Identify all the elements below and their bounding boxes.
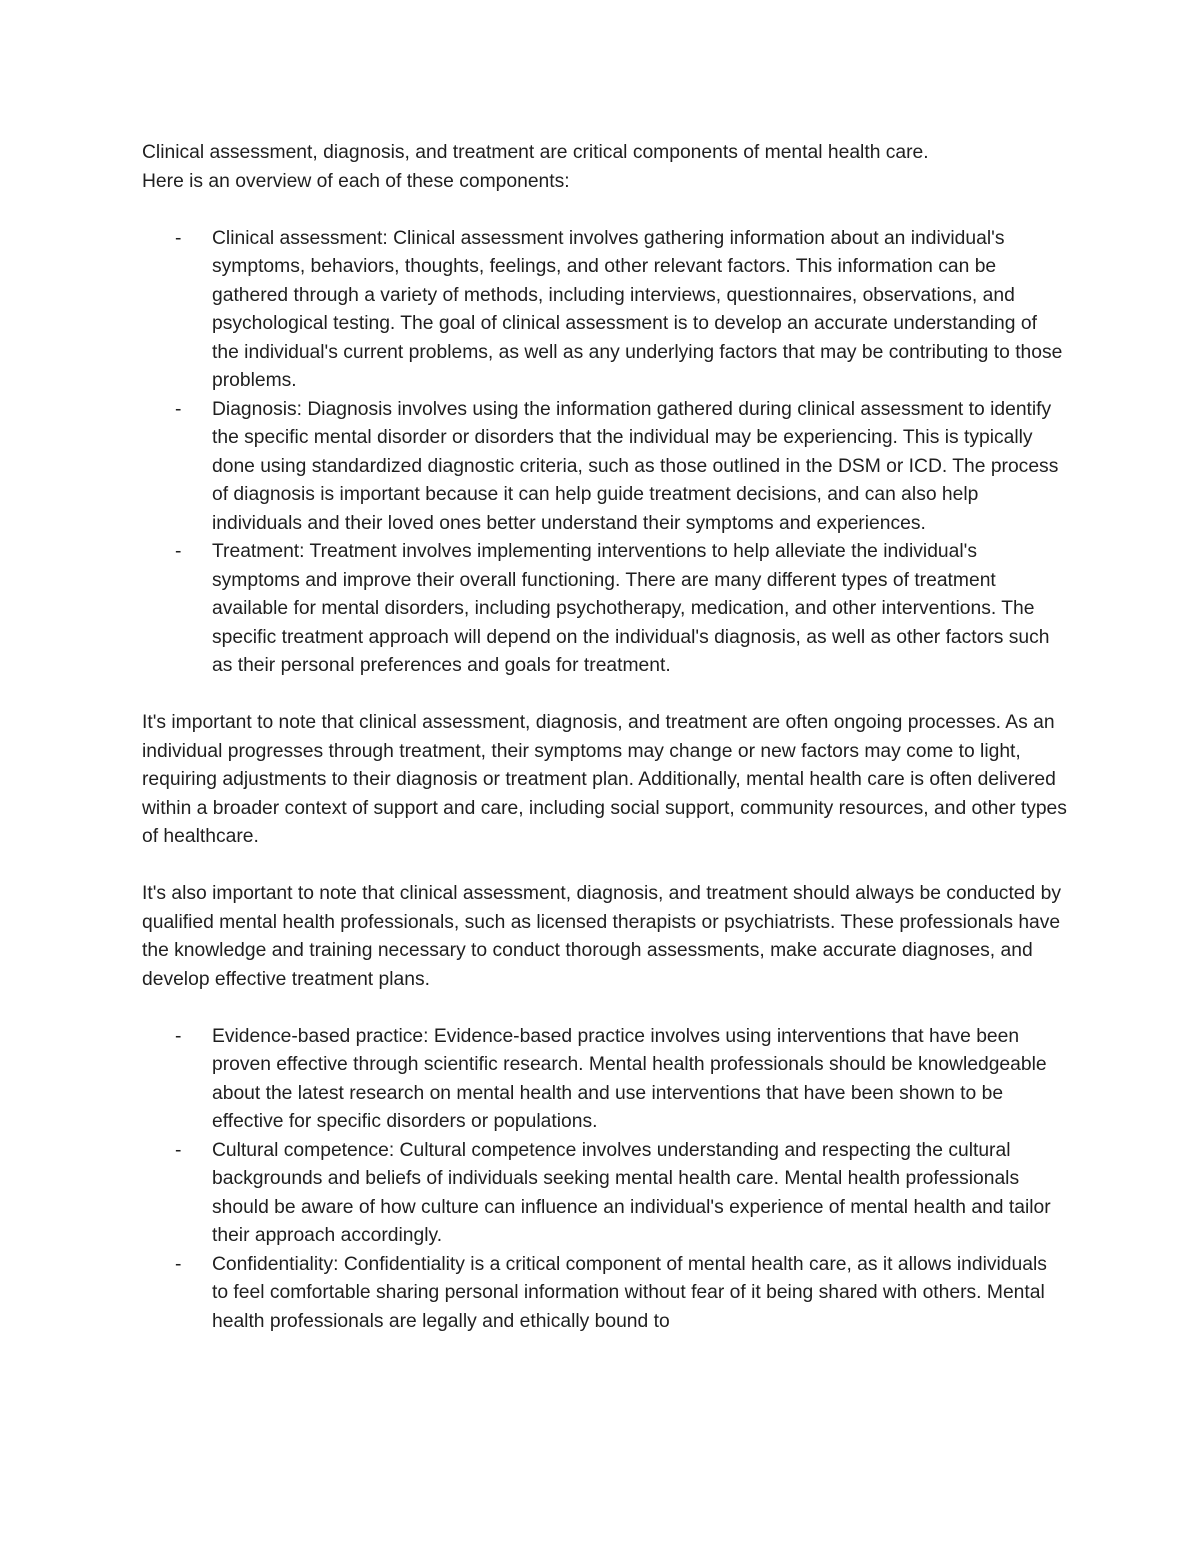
list-item-confidentiality bbox=[142, 1251, 1067, 1337]
bullet-dash: - bbox=[175, 1025, 182, 1047]
list-item-text: Confidentiality: Confidentiality is a critical component of mental health care, as it allows individuals to feel comfortable sharing personal information without fear of it being shared with others. Mental health professionals are legally and ethically bound to bbox=[212, 1253, 1047, 1332]
principles-list bbox=[142, 1023, 1067, 1337]
list-item-evidence-based-practice bbox=[142, 1023, 1067, 1137]
bullet-dash: - bbox=[175, 1253, 182, 1275]
qualified-professionals-paragraph: It's also important to note that clinical assessment, diagnosis, and treatment should always be conducted by qualified mental health professionals, such as licensed therapists or psychiatrists. These professionals have the knowledge and training necessary to conduct thorough assessments, make accurate diagnoses, and develop effective treatment plans. bbox=[142, 883, 1061, 990]
bullet-dash: - bbox=[175, 227, 182, 249]
intro-paragraph bbox=[142, 139, 1067, 196]
list-item-text: Cultural competence: Cultural competence involves understanding and respecting the cultural backgrounds and beliefs of individuals seeking mental health care. Mental health professionals should be aware of how culture can influence an individual's experience of mental health and tailor their approach accordingly. bbox=[212, 1139, 1051, 1246]
bullet-dash: - bbox=[175, 398, 182, 420]
list-item-clinical-assessment bbox=[142, 225, 1067, 396]
bullet-dash: - bbox=[175, 541, 182, 562]
list-item-text: Treatment: Treatment involves implementing interventions to help alleviate the individual's symptoms and improve their overall functioning. There are many different types of treatment available for mental disorders, including psychotherapy, medication, and other interventions. The specific treatment approach will depend on the individual's diagnosis, as well as other factors such as their personal preferences and goals for treatment. bbox=[212, 541, 1050, 676]
list-item-cultural-competence bbox=[142, 1137, 1067, 1251]
intro-line-2: Here is an overview of each of these components: bbox=[142, 170, 570, 192]
list-item-text: Diagnosis: Diagnosis involves using the information gathered during clinical assessment to identify the specific mental disorder or disorders that the individual may be experiencing. This is typically done using standardized diagnostic criteria, such as those outlined in the DSM or ICD. The process of diagnosis is important because it can help guide treatment decisions, and can also help individuals and their loved ones better understand their symptoms and experiences. bbox=[212, 398, 1059, 534]
list-item-text: Evidence-based practice: Evidence-based practice involves using interventions that have been proven effective through scientific research. Mental health professionals should be knowledgeable about the latest research on mental health and use interventions that have been shown to be effective for specific disorders or populations. bbox=[212, 1025, 1047, 1132]
ongoing-processes-paragraph: It's important to note that clinical assessment, diagnosis, and treatment are often ongoing processes. As an individual progresses through treatment, their symptoms may change or new factors may come to light, requiring adjustments to their diagnosis or treatment plan. Additionally, mental health care is often delivered within a broader context of support and care, including social support, community resources, and other types of healthcare. bbox=[142, 712, 1067, 847]
list-item-treatment bbox=[142, 538, 1067, 681]
list-item-text: Clinical assessment: Clinical assessment involves gathering information about an individual's symptoms, behaviors, thoughts, feelings, and other relevant factors. This information can be gathered through a variety of methods, including interviews, questionnaires, observations, and psychological testing. The goal of clinical assessment is to develop an accurate understanding of the individual's current problems, as well as any underlying factors that may be contributing to those problems. bbox=[212, 227, 1063, 391]
bullet-dash: - bbox=[175, 1139, 182, 1161]
intro-line-1: Clinical assessment, diagnosis, and treatment are critical components of mental health care. bbox=[142, 142, 929, 163]
components-list bbox=[142, 225, 1067, 681]
document-page bbox=[142, 139, 1067, 1336]
list-item-diagnosis bbox=[142, 396, 1067, 539]
